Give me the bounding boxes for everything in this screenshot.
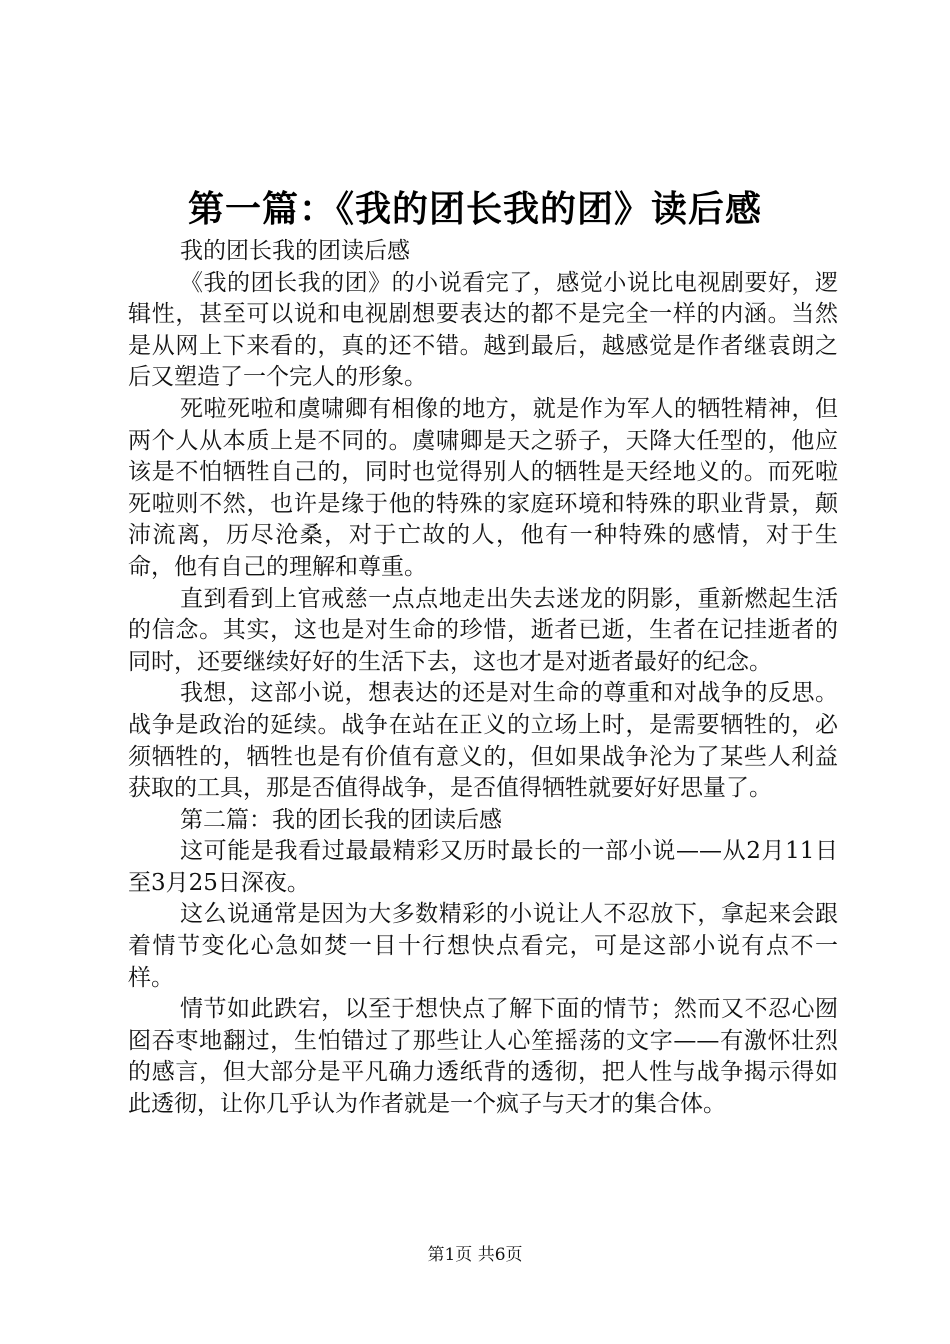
page-footer: 第1页 共6页 [427,1245,523,1265]
paragraph: 《我的团长我的团》的小说看完了，感觉小说比电视剧要好，逻辑性，甚至可以说和电视剧想要表达的都不是完全一样的内涵。当然是从网上下来看的，真的还不错。越到最后，越感觉是作者继袁朗之后又塑造了一个完人的形象。 [128,269,838,391]
paragraph: 情节如此跌宕，以至于想快点了解下面的情节；然而又不忍心囫囵吞枣地翻过，生怕错过了那些让人心笙摇荡的文字——有激怀壮烈的感言，但大部分是平凡确力透纸背的透彻，把人性与战争揭示得如此透彻，让你几乎认为作者就是一个疯子与天才的集合体。 [128,996,838,1118]
paragraph: 死啦死啦和虞啸卿有相像的地方，就是作为军人的牺牲精神，但两个人从本质上是不同的。虞啸卿是天之骄子，天降大任型的，他应该是不怕牺牲自己的，同时也觉得别人的牺牲是天经地义的。而死啦死啦则不然，也许是缘于他的特殊的家庭环境和特殊的职业背景，颠沛流离，历尽沧桑，对于亡故的人，他有一种特殊的感情，对于生命，他有自己的理解和尊重。 [128,395,838,580]
paragraph: 我的团长我的团读后感 [180,238,410,264]
paragraph: 直到看到上官戒慈一点点地走出失去迷龙的阴影，重新燃起生活的信念。其实，这也是对生命的珍惜，逝者已逝，生者在记挂逝者的同时，还要继续好好的生活下去，这也才是对逝者最好的纪念。 [128,585,838,675]
section-heading: 第二篇：我的团长我的团读后感 [180,806,502,833]
document-title: 第一篇：《我的团长我的团》读后感 [187,188,762,230]
paragraph: 我想，这部小说，想表达的还是对生命的尊重和对战争的反思。战争是政治的延续。战争在站在正义的立场上时，是需要牺牲的，必须牺牲的，牺牲也是有价值有意义的，但如果战争沦为了某些人利益获取的工具，那是否值得战争，是否值得牺牲就要好好思量了。 [128,680,838,802]
paragraph: 这么说通常是因为大多数精彩的小说让人不忍放下，拿起来会跟着情节变化心急如焚一目十行想快点看完，可是这部小说有点不一样。 [128,901,838,991]
document-body [128,236,838,1121]
paragraph: 这可能是我看过最最精彩又历时最长的一部小说——从2月11日至3月25日深夜。 [128,838,838,896]
